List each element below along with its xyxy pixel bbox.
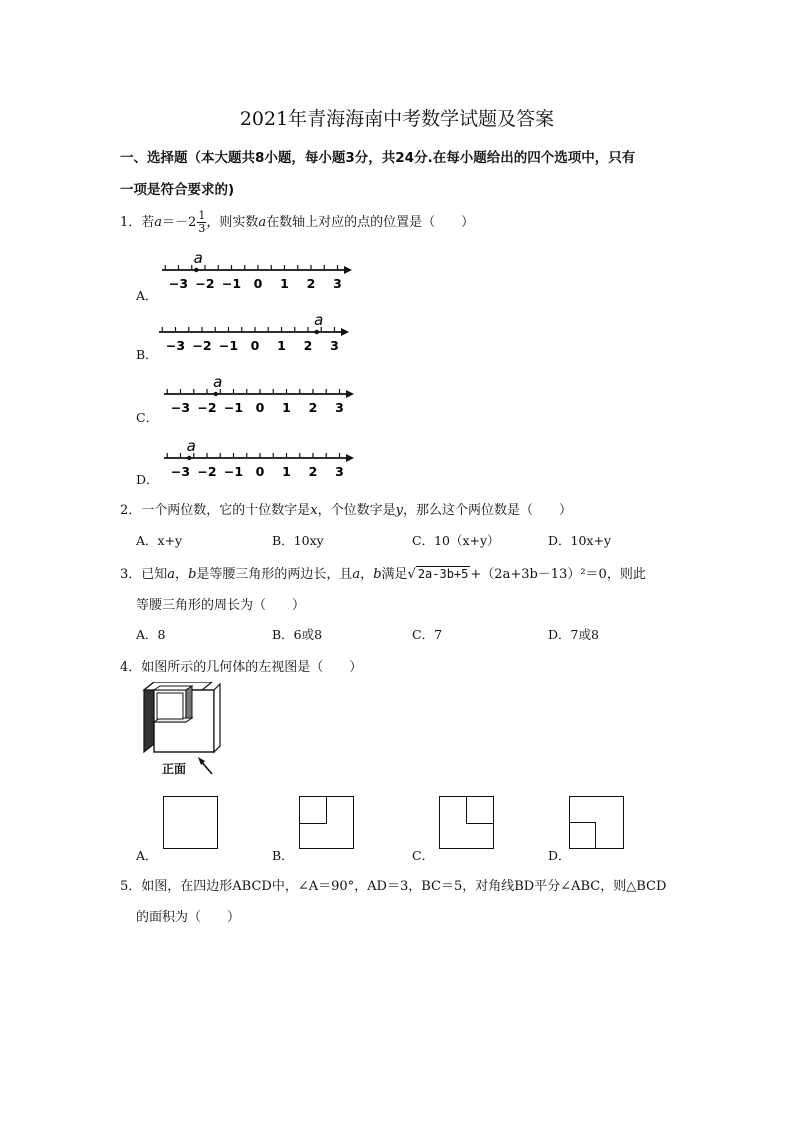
- question-5-line2: 的面积为（ ）: [136, 910, 241, 925]
- numberline-tick-label: 3: [333, 276, 342, 291]
- numberline-arrow-icon: [346, 390, 354, 398]
- question-5-line1: 5．如图，在四边形ABCD中，∠A＝90°，AD＝3，BC＝5，对角线BD平分∠ABC，则△BCD: [120, 879, 667, 894]
- numberline-tick-label: −1: [221, 276, 242, 291]
- q4-option-d-hline: [569, 822, 596, 823]
- section-header-line1: 一、选择题（本大题共8小题，每小题3分，共24分.在每小题给出的四个选项中，只有: [120, 150, 636, 166]
- numberline-point: [187, 456, 191, 460]
- q1-eq: ＝－2: [162, 215, 197, 230]
- q1-option-a-numberline: [158, 248, 358, 296]
- q4-option-c-vline: [466, 796, 467, 824]
- page-title: 2021年青海海南中考数学试题及答案: [239, 108, 555, 130]
- q4-option-a-label: A．: [136, 848, 158, 863]
- q2-text: 2．一个两位数，它的十位数字是: [120, 503, 311, 518]
- q1-option-a-label: A．: [136, 288, 158, 303]
- q3-text1: 3．已知: [120, 567, 168, 582]
- q2-option-b: B．10xy: [272, 533, 324, 548]
- q1-option-d-numberline: [160, 436, 360, 484]
- numberline-tick-label: −1: [223, 464, 244, 479]
- numberline-tick-label: −2: [192, 338, 212, 353]
- q3-var-b2: b: [373, 567, 382, 582]
- question-4-stem: 4．如图所示的几何体的左视图是（ ）: [120, 660, 363, 675]
- numberline-arrow-icon: [344, 266, 352, 274]
- q3-text4: +（2a+3b－13）²＝0，则此: [470, 567, 646, 582]
- q3-option-a: A．8: [136, 627, 166, 642]
- section-header-line2: 一项是符合要求的): [120, 182, 235, 198]
- numberline-tick-label: −2: [197, 464, 217, 479]
- numberline-tick-label: −3: [170, 464, 191, 479]
- numberline-tick-label: 2: [306, 276, 316, 291]
- question-2-stem: [120, 499, 572, 518]
- numberline-tick-label: 1: [282, 464, 291, 479]
- q2-var-y: y: [395, 503, 403, 518]
- numberline-tick-label: 0: [250, 338, 260, 353]
- numberline-tick-label: 3: [330, 338, 339, 353]
- q2-option-c: C．10（x+y）: [412, 533, 500, 548]
- q4-option-d-label: D．: [548, 848, 571, 863]
- q3-option-d: D．7或8: [548, 627, 599, 642]
- numberline-tick-label: 1: [277, 338, 286, 353]
- q3-option-b: B．6或8: [272, 627, 323, 642]
- numberline-tick-label: 2: [308, 464, 318, 479]
- numberline-point-label: a: [314, 311, 324, 329]
- q3-sep2: ，: [360, 567, 374, 582]
- q3-text3: 满足: [381, 567, 408, 582]
- q1-var-a: a: [154, 215, 163, 230]
- numberline-point: [315, 330, 319, 334]
- question-3-stem: [120, 563, 646, 582]
- q3-sep: ，: [175, 567, 189, 582]
- numberline-tick-label: 2: [303, 338, 313, 353]
- q1-frac-num: 1: [198, 209, 206, 222]
- question-3-line2: 等腰三角形的周长为（ ）: [136, 598, 306, 613]
- q1-option-b-label: B．: [136, 347, 158, 362]
- numberline-tick-label: 1: [282, 400, 291, 415]
- q1-suffix: ，则实数: [206, 215, 259, 230]
- q1-option-c-numberline: [160, 372, 360, 420]
- q1-fraction: [197, 210, 206, 235]
- q1-suffix2: 在数轴上对应的点的位置是（ ）: [266, 215, 475, 230]
- q4-front-label: 正面: [162, 762, 187, 776]
- numberline-point-label: a: [193, 249, 203, 267]
- numberline-arrow-icon: [341, 328, 349, 336]
- numberline-tick-label: 0: [253, 276, 263, 291]
- numberline-tick-label: 0: [255, 464, 265, 479]
- numberline-tick-label: −2: [195, 276, 215, 291]
- numberline-point-label: a: [213, 373, 223, 391]
- numberline-tick-label: −1: [223, 400, 244, 415]
- q3-var-a: a: [167, 567, 176, 582]
- q3-text2: 是等腰三角形的两边长，且: [196, 567, 353, 582]
- q3-radicand: 2a-3b+5: [417, 567, 469, 581]
- numberline-point: [194, 268, 198, 272]
- numberline-tick-label: −3: [168, 276, 189, 291]
- q1-var-a2: a: [258, 215, 267, 230]
- q3-sqrt-sign: √: [407, 567, 416, 582]
- q2-option-d: D．10x+y: [548, 533, 612, 548]
- q1-option-b-numberline: [155, 310, 355, 358]
- numberline-point: [214, 392, 218, 396]
- q3-var-a2: a: [352, 567, 361, 582]
- q4-option-c-label: C．: [412, 848, 435, 863]
- q4-option-b-label: B．: [272, 848, 294, 863]
- q4-option-a-square: [163, 796, 218, 849]
- numberline-tick-label: −3: [170, 400, 191, 415]
- q3-option-c: C．7: [412, 627, 443, 642]
- q3-var-b: b: [188, 567, 197, 582]
- question-1-stem: [120, 210, 474, 235]
- q1-frac-den: 3: [198, 222, 206, 235]
- numberline-tick-label: 3: [335, 400, 344, 415]
- numberline-tick-label: 3: [335, 464, 344, 479]
- q2-option-a: A．x+y: [136, 533, 183, 548]
- q4-option-c-hline: [466, 823, 494, 824]
- numberline-point-label: a: [186, 437, 196, 455]
- q1-prefix: 1．若: [120, 215, 155, 230]
- numberline-tick-label: 0: [255, 400, 265, 415]
- q2-var-x: x: [310, 503, 318, 518]
- numberline-tick-label: −2: [197, 400, 217, 415]
- q4-option-b-inner-square: [299, 796, 327, 824]
- numberline-tick-label: −1: [218, 338, 239, 353]
- q1-option-c-label: C．: [136, 410, 159, 425]
- q2-end: ，那么这个两位数是（ ）: [403, 503, 573, 518]
- numberline-tick-label: 2: [308, 400, 318, 415]
- q1-option-d-label: D．: [136, 472, 159, 487]
- numberline-arrow-icon: [346, 454, 354, 462]
- numberline-tick-label: 1: [280, 276, 289, 291]
- q4-option-d-vline: [595, 822, 596, 849]
- numberline-tick-label: −3: [165, 338, 186, 353]
- q2-mid: ，个位数字是: [317, 503, 396, 518]
